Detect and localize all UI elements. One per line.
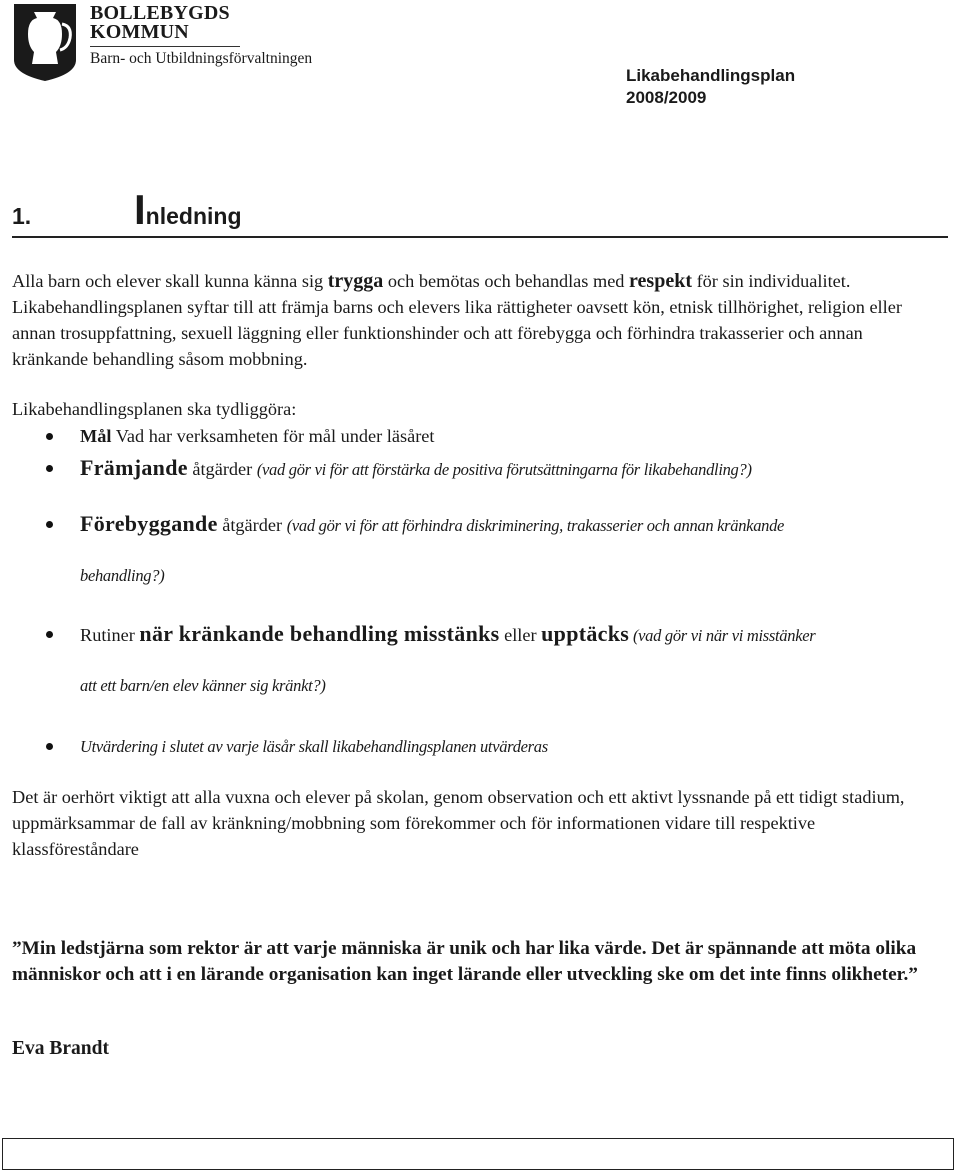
logo-department: Barn- och Utbildningsförvaltningen (90, 50, 313, 67)
list-item-rutiner (12, 606, 948, 664)
section-title-initial: I (134, 186, 146, 233)
list-item-rutiner-text1: Rutiner (80, 625, 140, 645)
document-title-name: Likabehandlingsplan (626, 66, 796, 85)
section-number: 1. (12, 203, 32, 229)
signature: Eva Brandt (12, 1038, 109, 1059)
list-item-rutiner-bold2: upptäcks (541, 621, 630, 646)
list-item-mal-text: Vad har verksamheten för mål under läsåret (111, 426, 435, 446)
list-item-forebyggande-italic: (vad gör vi för att förhindra diskriminering, trakasserier och annan kränkande (286, 516, 785, 535)
section-title-rest: nledning (145, 203, 242, 229)
list-item-utvardering (12, 718, 948, 775)
list-item-forebyggande-term: Förebyggande (80, 511, 218, 536)
list-item-framjande-term: Främjande (80, 455, 188, 480)
jug-emblem-icon (12, 2, 78, 82)
list-item-rutiner-bold1: när kränkande behandling misstänks (139, 621, 500, 646)
logo-divider (90, 46, 240, 47)
list-item-framjande-text: åtgärder (187, 459, 257, 479)
list-item-forebyggande-text: åtgärder (217, 515, 287, 535)
section-heading (12, 188, 948, 238)
intro-bold-trygga: trygga (327, 270, 384, 292)
intro-paragraph (12, 268, 942, 372)
intro-text-3: för sin individualitet. Likabehandlingsplanen syftar till att främja barns och elevers lika rättigheter oavsett kön, etnisk tillhörighet, religion eller annan trosuppfattning, sexuell läggning eller funktionshinder och att förebygga och förhindra trakasserier och annan kränkande behandling såsom mobbning. (12, 271, 902, 369)
principal-quote: ”Min ledstjärna som rektor är att varje människa är unik och har lika värde. Det är spännande att möta olika människor och att i en lärande organisation kan inget lärande eller utveckling ske om det inte finns olikheter.” (12, 938, 918, 985)
document-title (626, 65, 795, 109)
list-item-rutiner-continuation: att ett barn/en elev känner sig kränkt?) (80, 676, 326, 695)
intro-text-1: Alla barn och elever skall kunna känna sig (12, 271, 328, 291)
list-item-framjande (12, 440, 948, 498)
intro-bold-respekt: respekt (629, 270, 692, 292)
municipality-logo (12, 2, 312, 82)
list-item-forebyggande (12, 496, 948, 554)
closing-paragraph: Det är oerhört viktigt att alla vuxna och elever på skolan, genom observation och ett aktivt lyssnande på ett tidigt stadium, uppmärksammar de fall av kränkning/mobbning som förekommer och för informationen vidare till respektive klassföreståndare (12, 787, 905, 859)
document-title-year: 2008/2009 (626, 88, 707, 107)
list-item-rutiner-text2: eller (499, 625, 542, 645)
list-item-rutiner-italic: (vad gör vi när vi misstänker (629, 626, 816, 645)
logo-name-line1: BOLLEBYGDS (90, 2, 230, 24)
list-item-mal-term: Mål (80, 426, 112, 446)
list-intro: Likabehandlingsplanen ska tydliggöra: (12, 399, 297, 419)
intro-text-2: och bemötas och behandlas med (383, 271, 630, 291)
section-title (134, 186, 242, 233)
list-item-forebyggande-continuation: behandling?) (80, 566, 165, 585)
list-item-utvardering-italic: Utvärdering i slutet av varje läsår skall likabehandlingsplanen utvärderas (80, 737, 548, 756)
logo-name-line2: KOMMUN (90, 21, 189, 43)
footer-box (2, 1138, 954, 1170)
list-item-framjande-italic: (vad gör vi för att förstärka de positiva förutsättningarna för likabehandling?) (256, 460, 752, 479)
